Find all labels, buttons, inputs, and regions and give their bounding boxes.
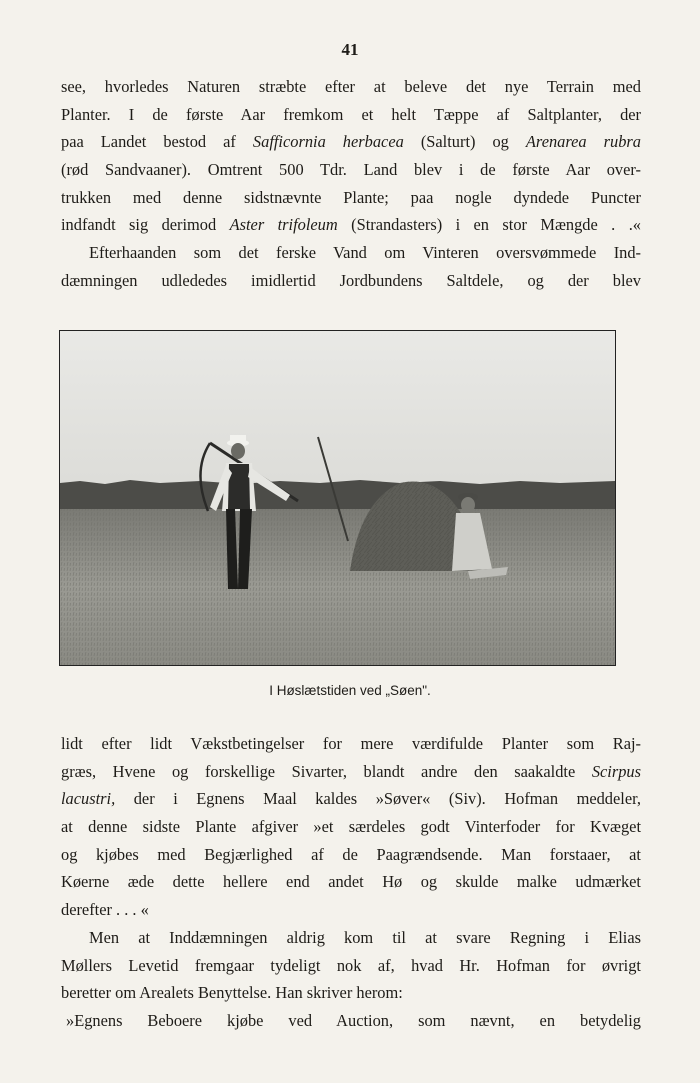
photo-caption: I Høslætstiden ved „Søen". xyxy=(269,683,431,698)
text-line: og kjøbes med Begjærlighed af de Paagrændsende. Man forstaaer, at xyxy=(61,844,641,864)
latin-species-name: lacustri, xyxy=(61,789,116,809)
latin-species-name: Scirpus xyxy=(591,761,641,781)
haymaking-photo xyxy=(59,330,616,666)
text-run: græs, Hvene og forskellige Sivarter, blandt andre den saakaldte xyxy=(61,761,592,781)
text-line xyxy=(61,211,641,239)
sky xyxy=(60,331,615,491)
text-line: beretter om Arealets Benyttelse. Han skriver herom: xyxy=(61,983,403,1003)
text-run: (Salturt) og xyxy=(403,132,526,152)
page-number: 41 xyxy=(341,40,359,59)
text-run: indfandt sig derimod xyxy=(61,215,230,235)
text-line: lidt efter lidt Vækstbetingelser for mere værdifulde Planter som Raj- xyxy=(61,734,641,753)
text-line: »Egnens Beboere kjøbe ved Auction, som nævnt, en betydelig xyxy=(66,1010,641,1030)
text-line: Køerne æde dette hellere end andet Hø og skulde malke udmærket xyxy=(61,872,641,892)
text-line xyxy=(61,785,641,813)
paragraph-top xyxy=(61,73,641,295)
latin-species-name: Arenarea rubra xyxy=(525,132,641,152)
text-line: Men at Inddæmningen aldrig kom til at svare Regning i Elias xyxy=(89,927,641,947)
latin-species-name: Aster trifoleum xyxy=(229,215,338,235)
text-line: trukken med denne sidstnævnte Plante; paa nogle dyndede Puncter xyxy=(61,187,641,207)
text-line: at denne sidste Plante afgiver »et særdeles godt Vinterfoder for Kvæget xyxy=(61,817,641,837)
text-run: paa Landet bestod af xyxy=(61,132,253,152)
text-line: derefter . . . « xyxy=(61,900,149,920)
text-line xyxy=(61,758,641,786)
text-run: der i Egnens Maal kaldes »Søver« (Siv). Hofman meddeler, xyxy=(115,789,641,809)
text-line: (rød Sandvaaner). Omtrent 500 Tdr. Land blev i de første Aar over- xyxy=(61,160,641,180)
text-line: Efterhaanden som det ferske Vand om Vinteren oversvømmede Ind- xyxy=(89,243,641,263)
text-run: (Strandasters) i en stor Mængde . .« xyxy=(337,215,641,235)
latin-species-name: Safficornia herbacea xyxy=(252,132,404,152)
text-line: Planter. I de første Aar fremkom et helt Tæppe af Saltplanter, der xyxy=(61,104,641,124)
text-line: dæmningen udlededes imidlertid Jordbundens Saltdele, og der blev xyxy=(61,270,641,290)
text-line: Møllers Levetid fremgaar tydeligt nok af, hvad Hr. Hofman for øvrigt xyxy=(61,955,641,975)
text-line xyxy=(61,128,641,156)
paragraph-bottom xyxy=(61,730,641,1035)
photo-illustration xyxy=(60,331,615,665)
text-line: see, hvorledes Naturen stræbte efter at beleve det nye Terrain med xyxy=(61,77,641,96)
